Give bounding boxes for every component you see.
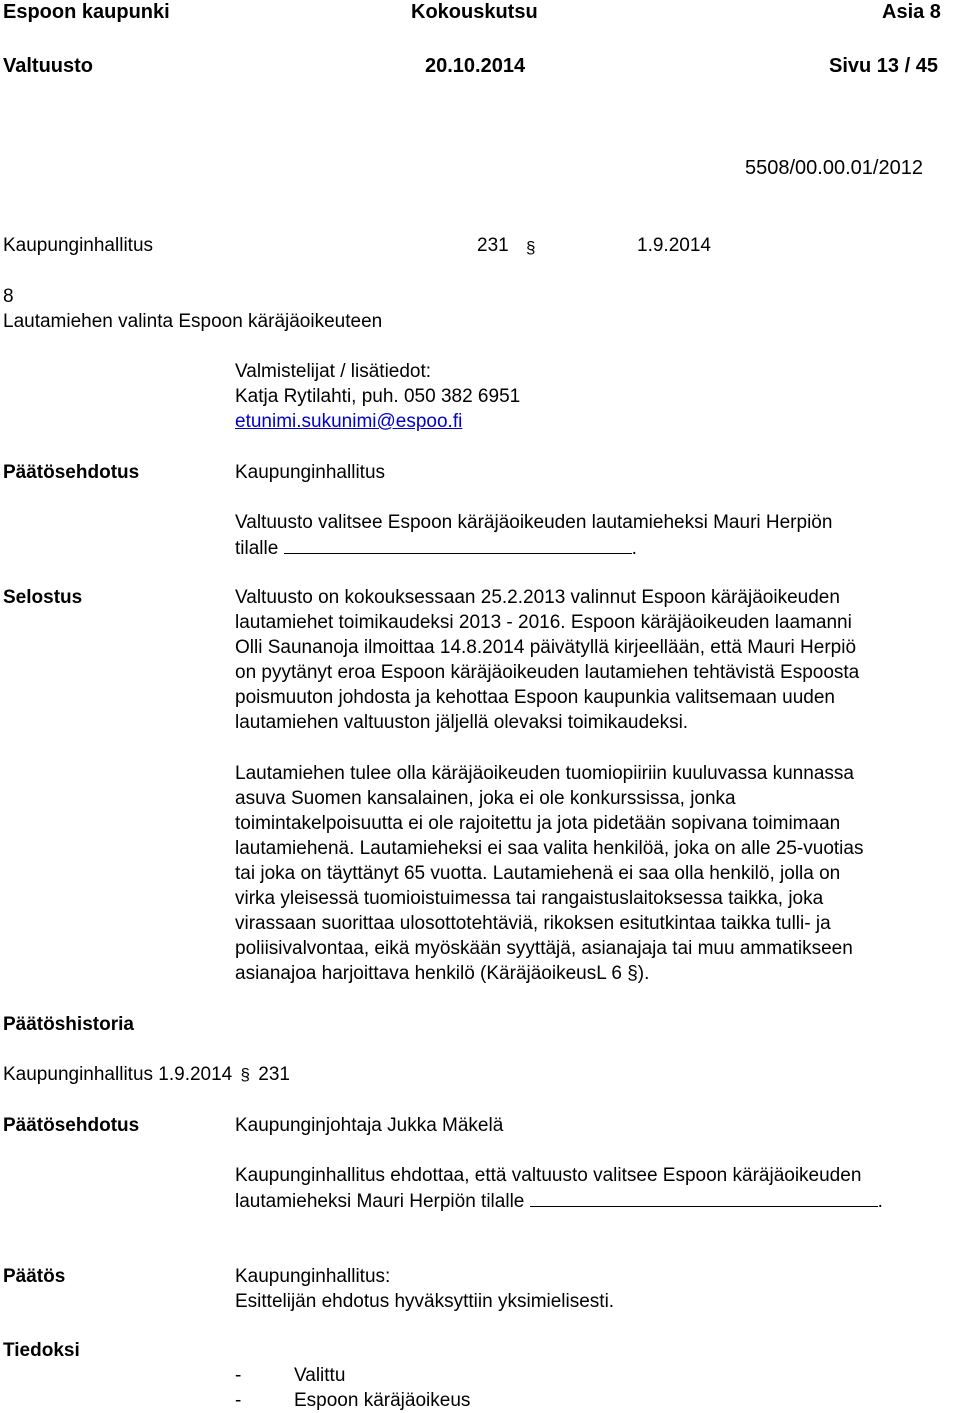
history-blank-line [530, 1188, 878, 1207]
header-body: Valtuusto [3, 55, 94, 77]
statement-para2-line: asuva Suomen kansalainen, joka ei ole konkurssissa, jonka [235, 788, 736, 809]
statement-para2-line: poliisivalvontaa, eikä myöskään syyttäjä, asianajaja tai muu ammatikseen [235, 938, 853, 959]
proposal-text-line2 [235, 535, 637, 561]
notify-item [235, 1388, 471, 1413]
statement-para1-line: Valtuusto on kokouksessaan 25.2.2013 valinnut Espoon käräjäoikeuden [235, 587, 840, 608]
history-proposal-line1: Kaupunginhallitus ehdottaa, että valtuusto valitsee Espoon käräjäoikeuden [235, 1165, 862, 1186]
statement-para1-line: poismuuton johdosta ja kehottaa Espoon kaupunkia valitsemaan uuden [235, 687, 835, 708]
history-label: Päätöshistoria [3, 1014, 134, 1035]
statement-para2-line: lautamiehenä. Lautamieheksi ei saa valita henkilöä, joka on alle 25-vuotias [235, 838, 864, 859]
statement-para1-line: on pyytänyt eroa Espoon käräjäoikeuden lautamiehen tehtävistä Espoosta [235, 662, 860, 683]
header-item: Asia 8 [882, 1, 941, 23]
history-proposal-period: . [877, 1191, 883, 1212]
statement-para1 [235, 585, 960, 735]
header-page: Sivu 13 / 45 [829, 55, 938, 77]
proposal-label: Päätösehdotus [3, 462, 140, 483]
notify-item-text: Espoon käräjäoikeus [294, 1390, 471, 1411]
header-doc-type: Kokouskutsu [411, 1, 538, 23]
history-meeting: Kaupunginhallitus 1.9.2014 [3, 1064, 233, 1085]
decision-text: Esittelijän ehdotus hyväksyttiin yksimielisesti. [235, 1291, 615, 1312]
decision-body: Kaupunginhallitus: [235, 1266, 391, 1287]
proposal-text-line1: Valtuusto valitsee Espoon käräjäoikeuden lautamieheksi Mauri Herpiön [235, 512, 833, 533]
preparers-label: Valmistelijat / lisätiedot: [235, 361, 432, 382]
statement-para2-line: virka yleisessä tuomioistuimessa tai rangaistuslaitoksessa taikka, joka [235, 888, 824, 909]
section-mark-icon: § [526, 238, 536, 257]
meeting-date: 1.9.2014 [637, 235, 711, 256]
proposal-proposer: Kaupunginhallitus [235, 462, 386, 483]
section-mark-icon: § [240, 1065, 250, 1084]
statement-para2-line: toimintakelpoisuutta ei ole rajoitettu ja jota pidetään sopivana toimimaan [235, 813, 841, 834]
statement-para1-line: Olli Saunanoja ilmoittaa 14.8.2014 päivätyllä kirjeellään, että Mauri Herpiö [235, 637, 857, 658]
statement-para2 [235, 761, 960, 986]
preparers-email-link[interactable]: etunimi.sukunimi@espoo.fi [235, 411, 463, 432]
list-dash-icon: - [235, 1390, 242, 1411]
reference-number: 5508/00.00.01/2012 [745, 157, 923, 179]
statement-para2-line: tai joka on täyttänyt 65 vuotta. Lautamiehenä ei saa olla henkilö, jolla on [235, 863, 841, 884]
statement-para1-line: lautamiehen valtuuston jäljellä olevaksi toimikaudeksi. [235, 712, 689, 733]
list-dash-icon: - [235, 1365, 242, 1386]
history-proposer: Kaupunginjohtaja Jukka Mäkelä [235, 1115, 504, 1136]
statement-para2-line: virassaan suorittaa ulosottotehtäviä, rikoksen esitutkintaa taikka tulli- ja [235, 913, 831, 934]
statement-label: Selostus [3, 587, 83, 608]
statement-para2-line: asianajoa harjoittava henkilö (KäräjäoikeusL 6 §). [235, 963, 650, 984]
proposal-blank-line [284, 535, 632, 554]
item-title: Lautamiehen valinta Espoon käräjäoikeuteen [3, 311, 383, 332]
proposal-text-period: . [631, 538, 637, 559]
notify-item [235, 1363, 346, 1388]
history-proposal-text: lautamieheksi Mauri Herpiön tilalle [235, 1191, 525, 1212]
history-proposal-label: Päätösehdotus [3, 1115, 140, 1136]
header-date: 20.10.2014 [425, 55, 526, 77]
meeting-body: Kaupunginhallitus [3, 235, 154, 256]
notify-item-text: Valittu [294, 1365, 346, 1386]
proposal-text-tilalle: tilalle [235, 538, 279, 559]
preparers-name-phone: Katja Rytilahti, puh. 050 382 6951 [235, 386, 521, 407]
statement-para1-line: lautamiehet toimikaudeksi 2013 - 2016. Espoon käräjäoikeuden laamanni [235, 612, 852, 633]
statement-para2-line: Lautamiehen tulee olla käräjäoikeuden tuomiopiiriin kuuluvassa kunnassa [235, 763, 854, 784]
history-meeting-line [3, 1062, 290, 1087]
notify-label: Tiedoksi [3, 1340, 80, 1361]
meeting-section: 231 [477, 235, 509, 256]
decision-label: Päätös [3, 1266, 66, 1287]
header-city: Espoon kaupunki [3, 1, 170, 23]
history-section: 231 [258, 1064, 290, 1085]
item-number: 8 [3, 286, 14, 307]
history-proposal-line2 [235, 1188, 883, 1214]
